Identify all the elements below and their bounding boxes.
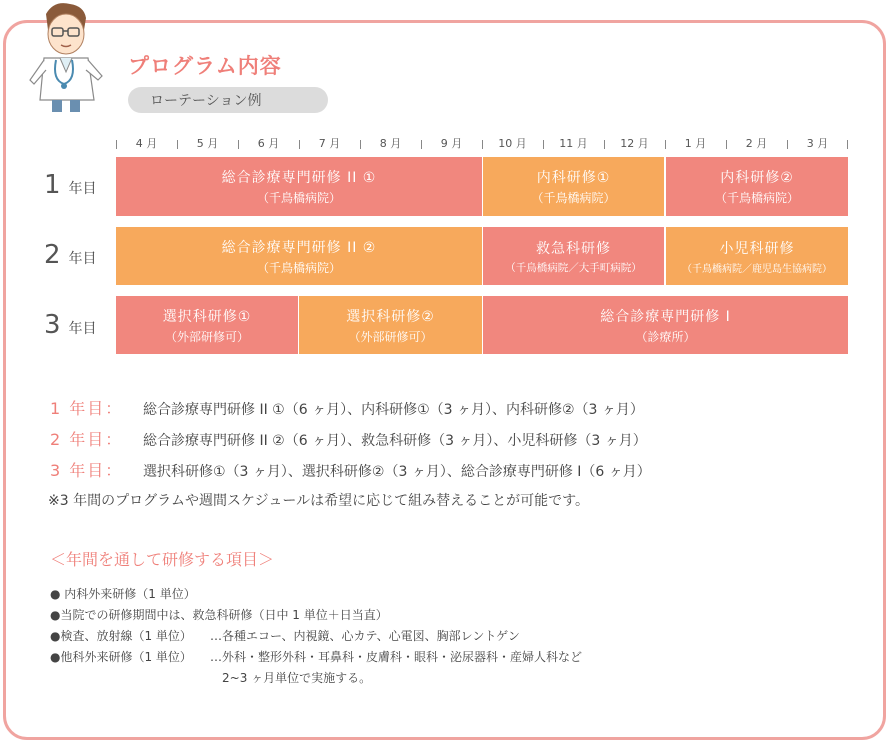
rotation-block-internal-medicine-1	[483, 157, 664, 216]
summary-text: 総合診療専門研修 II ①（6 ヶ月）、内科研修①（3 ヶ月）、内科研修②（3 ヶ月）	[143, 402, 644, 418]
month-label: 1 月	[665, 134, 726, 154]
block-title: 総合診療専門研修 I	[600, 308, 731, 325]
summary-year-label: 2 年目：	[50, 430, 124, 449]
year-2-label	[44, 240, 97, 270]
summary-row-year-2	[50, 427, 647, 450]
block-location: （千鳥橋病院）	[256, 191, 341, 205]
item-detail: …各種エコー、内視鏡、心カテ、心電図、胸部レントゲン	[210, 629, 520, 643]
rotation-block-general-medicine-1	[483, 296, 848, 354]
block-title: 救急科研修	[536, 240, 611, 257]
summary-year-label: 1 年目：	[50, 399, 124, 418]
item-main: ● 内科外来研修（1 単位）	[50, 587, 196, 601]
list-item	[50, 585, 196, 602]
summary-text: 選択科研修①（3 ヶ月）、選択科研修②（3 ヶ月）、総合診療専門研修 I（6 ヶ月）	[143, 464, 651, 480]
list-item	[50, 648, 583, 665]
month-label: 7 月	[299, 134, 360, 154]
item-main: ●当院での研修期間中は、救急科研修（日中 1 単位＋日当直）	[50, 608, 388, 622]
item-detail: …外科・整形外科・耳鼻科・皮膚科・眼科・泌尿器科・産婦人科など	[210, 650, 583, 664]
month-axis	[116, 134, 848, 154]
list-item	[50, 627, 520, 644]
summary-row-year-3	[50, 458, 651, 481]
item-main: ●他科外来研修（1 単位）	[50, 650, 192, 664]
month-label: 3 月	[787, 134, 848, 154]
item-main: ●検査、放射線（1 単位）	[50, 629, 192, 643]
year-suffix: 年目	[68, 251, 97, 267]
block-title: 総合診療専門研修 II ②	[221, 239, 377, 256]
block-location: （千鳥橋病院／鹿児島生協病院）	[682, 263, 832, 275]
doctor-character-icon	[24, 0, 104, 114]
year-suffix: 年目	[68, 321, 97, 337]
block-title: 総合診療専門研修 II ①	[221, 170, 377, 186]
year-suffix: 年目	[68, 181, 97, 197]
rotation-block-general-medicine-2-1	[116, 157, 482, 216]
month-label: 2 月	[726, 134, 787, 154]
block-title: 内科研修①	[536, 170, 611, 186]
block-location: （千鳥橋病院）	[531, 191, 616, 205]
block-location: （診療所）	[635, 329, 696, 344]
rotation-block-pediatrics	[666, 227, 848, 285]
summary-row-year-1	[50, 396, 644, 419]
block-title: 選択科研修①	[162, 308, 252, 325]
block-location: （千鳥橋病院）	[256, 260, 341, 275]
summary-text: 総合診療専門研修 II ②（6 ヶ月）、救急科研修（3 ヶ月）、小児科研修（3 ヶ月）	[143, 433, 647, 449]
year-number: 3	[44, 310, 61, 340]
month-label: 8 月	[360, 134, 421, 154]
block-title: 小児科研修	[719, 240, 795, 257]
month-label: 5 月	[177, 134, 238, 154]
section-title: ＜年間を通して研修する項目＞	[50, 550, 275, 569]
schedule-note: ※3 年間のプログラムや週間スケジュールは希望に応じて組み替えることが可能です。	[48, 493, 589, 509]
block-title: 選択科研修②	[346, 308, 435, 325]
block-location: （千鳥橋病院／大手町病院）	[505, 261, 642, 274]
rotation-block-elective-2	[299, 296, 482, 354]
rotation-block-internal-medicine-2	[666, 157, 848, 216]
block-location: （外部研修可）	[348, 329, 433, 344]
year-number: 2	[44, 240, 61, 270]
rotation-block-general-medicine-2-2	[116, 227, 482, 285]
month-label: 9 月	[421, 134, 482, 154]
block-location: （千鳥橋病院）	[714, 191, 799, 205]
month-label: 11 月	[543, 134, 604, 154]
rotation-block-emergency	[483, 227, 664, 285]
year-1-label	[44, 170, 97, 200]
item-detail: 2~3 ヶ月単位で実施する。	[222, 671, 372, 685]
subtitle-label: ローテーション例	[150, 93, 262, 109]
block-location: （外部研修可）	[164, 329, 249, 344]
month-label: 10 月	[482, 134, 543, 154]
month-label: 4 月	[116, 134, 177, 154]
section-subtitle-pill	[128, 87, 328, 113]
year-number: 1	[44, 170, 61, 200]
block-title: 内科研修②	[720, 170, 794, 186]
summary-year-label: 3 年目：	[50, 461, 124, 480]
month-label: 6 月	[238, 134, 299, 154]
list-item	[50, 606, 388, 623]
rotation-block-elective-1	[116, 296, 298, 354]
year-3-label	[44, 310, 97, 340]
page-title: プログラム内容	[128, 54, 282, 78]
month-label: 12 月	[604, 134, 665, 154]
